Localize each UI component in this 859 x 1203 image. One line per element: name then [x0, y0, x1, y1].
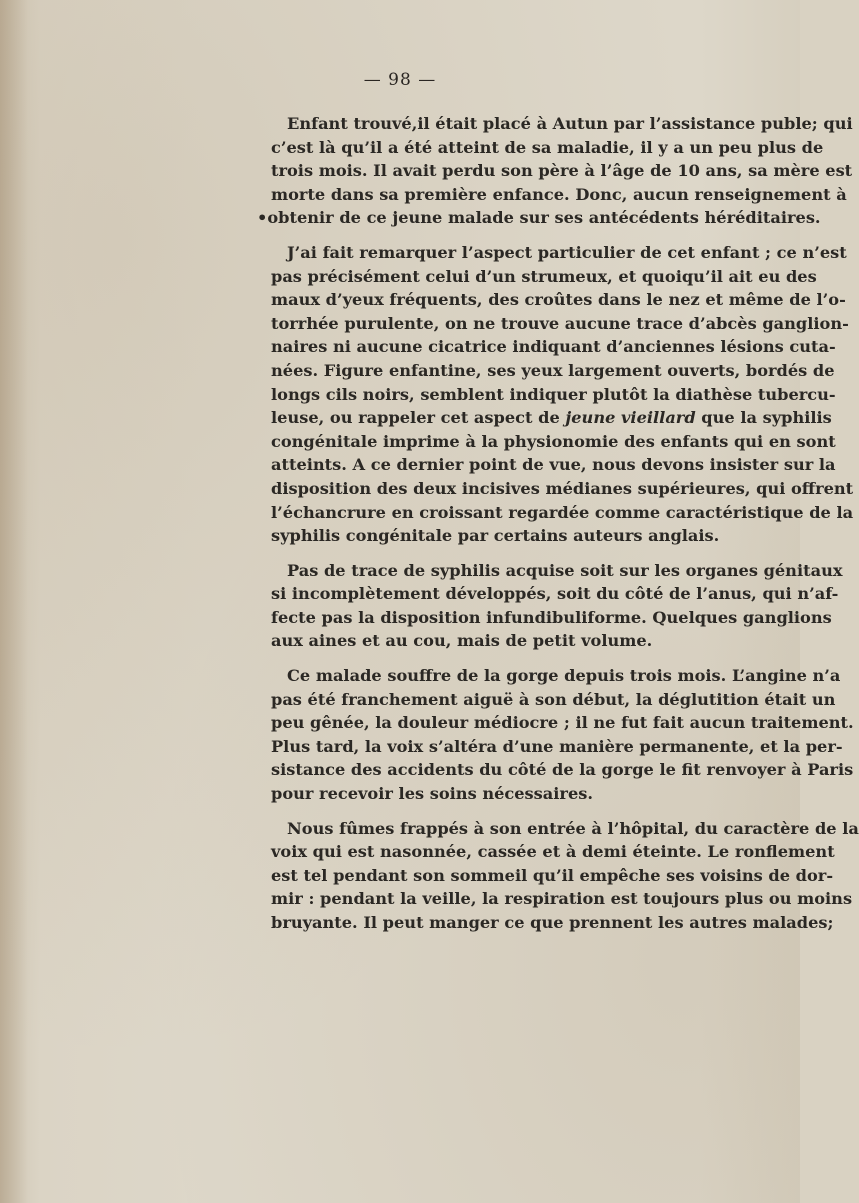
text-segment: leuse, ou rappeler cet aspect de — [271, 408, 566, 428]
text-line: congénitale imprime à la physionomie des enfants qui en sont — [271, 431, 836, 451]
text-line: c’est là qu’il a été atteint de sa maladie, il y a un peu plus de — [271, 137, 824, 157]
text-line: syphilis congénitale par certains auteurs anglais. — [271, 526, 720, 546]
text-line: Ce malade souffre de la gorge depuis trois mois. L’angine n’a — [287, 666, 841, 686]
text-line: est tel pendant son sommeil qu’il empêche ses voisins de dor- — [271, 865, 834, 885]
text-line: Nous fûmes frappés à son entrée à l’hôpital, du caractère de la — [287, 818, 859, 838]
text-line: aux aines et au cou, mais de petit volume. — [271, 631, 653, 651]
text-line: voix qui est nasonnée, cassée et à demi éteinte. Le ronflement — [271, 842, 835, 862]
text-line: mir : pendant la veille, la respiration est toujours plus ou moins — [271, 889, 853, 909]
text-line: morte dans sa première enfance. Donc, aucun renseignement à — [271, 184, 847, 204]
text-line-with-italic — [255, 406, 832, 430]
paragraph-2 — [255, 241, 854, 548]
text-line: sistance des accidents du côté de la gorge le fit renvoyer à Paris — [271, 760, 854, 780]
text-line: si incomplètement développés, soit du côté de l’anus, qui n’af- — [271, 584, 839, 604]
text-line: trois mois. Il avait perdu son père à l’âge de 10 ans, sa mère est — [271, 161, 853, 181]
text-line: Enfant trouvé,il était placé à Autun par l’assistance puble; qui — [287, 114, 853, 133]
text-line: fecte pas la disposition infundibuliforme. Quelques ganglions — [271, 607, 832, 627]
paragraph-1 — [255, 112, 853, 230]
text-line: •obtenir de ce jeune malade sur ses antécédents héréditaires. — [257, 208, 821, 228]
text-line: torrhée purulente, on ne trouve aucune trace d’abcès ganglion- — [271, 313, 849, 333]
text-line: bruyante. Il peut manger ce que prennent les autres malades; — [271, 913, 834, 932]
text-line: Pas de trace de syphilis acquise soit sur les organes génitaux — [287, 560, 843, 580]
text-line: naires ni aucune cicatrice indiquant d’anciennes lésions cuta- — [271, 337, 836, 357]
text-segment: que la syphilis — [695, 408, 832, 428]
text-line: pour recevoir les soins nécessaires. — [271, 784, 593, 804]
text-line: nées. Figure enfantine, ses yeux largement ouverts, bordés de — [271, 360, 835, 380]
page-edge-shadow — [0, 0, 28, 1203]
text-line: maux d’yeux fréquents, des croûtes dans le nez et même de l’o- — [271, 290, 846, 310]
body-text — [255, 112, 859, 946]
text-line: disposition des deux incisives médianes supérieures, qui offrent — [271, 478, 854, 498]
paragraph-4 — [255, 664, 854, 806]
text-line: pas précisément celui d’un strumeux, et quoiqu’il ait eu des — [271, 266, 817, 286]
page-number: — 98 — — [363, 70, 437, 90]
paragraph-3 — [255, 559, 843, 653]
text-line: atteints. A ce dernier point de vue, nous devons insister sur la — [271, 455, 836, 475]
italic-phrase: jeune vieillard — [565, 408, 696, 428]
paragraph-5 — [255, 817, 859, 935]
text-line: longs cils noirs, semblent indiquer plutôt la diathèse tubercu- — [271, 384, 836, 404]
text-line: pas été franchement aiguë à son début, la déglutition était un — [271, 689, 836, 709]
text-line: J’ai fait remarquer l’aspect particulier de cet enfant ; ce n’est — [287, 242, 847, 262]
text-line: l’échancrure en croissant regardée comme caractéristique de la — [271, 502, 854, 522]
text-line: peu gênée, la douleur médiocre ; il ne fut fait aucun traitement. — [271, 713, 854, 733]
text-line: Plus tard, la voix s’altéra d’une manière permanente, et la per- — [271, 736, 843, 756]
